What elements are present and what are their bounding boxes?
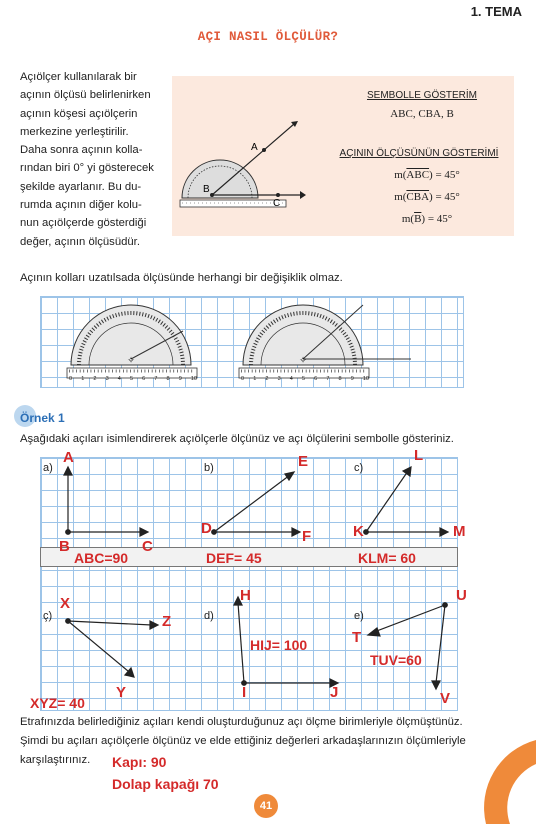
hw-answer-def: DEF= 45 (206, 550, 262, 566)
hw-answer-tuv: TUV=60 (370, 652, 422, 668)
theme-label: 1. TEMA (470, 4, 522, 19)
footer-line: Etrafınızda belirlediğiniz açıları kendi oluşturduğunuz açı ölçme birimleriyle ölçmüştünüz. (20, 716, 463, 728)
hw-label-c: C (142, 538, 153, 555)
intro-line: rından biri 0° yi gösterecek (20, 162, 154, 175)
hw-note-kapi: Kapı: 90 (112, 754, 167, 770)
hw-label-f: F (302, 528, 312, 545)
label-c: C (273, 198, 281, 209)
hw-answer-klm: KLM= 60 (358, 550, 416, 566)
footer-line: Şimdi bu açıları açıölçerle ölçünüz ve elde ettiğiniz değerleri arkadaşlarınızın ölçümleriyle (20, 735, 466, 747)
hw-note-dolap: Dolap kapağı 70 (112, 776, 219, 792)
protractor-illustrations (41, 297, 463, 387)
hw-label-k: K (353, 523, 364, 540)
intro-paragraph (20, 68, 170, 251)
protractor-right (239, 305, 411, 378)
hw-label-l: L (414, 447, 424, 464)
svg-text:✧: ✧ (299, 355, 307, 365)
hw-label-d: D (201, 520, 212, 537)
cell-label-a: a) (43, 462, 53, 474)
label-b: B (203, 184, 210, 195)
symbol-text: ABC, CBA, B (390, 108, 454, 120)
hw-label-e: E (298, 453, 309, 470)
intro-line: Daha sonra açının kolla- (20, 144, 143, 157)
label-a: A (251, 142, 258, 153)
cell-label-c: c) (354, 462, 364, 474)
ruler-ticks-left: 0 1 2 3 4 5 6 7 8 9 10 (69, 376, 197, 382)
hw-label-i: I (242, 684, 247, 701)
page-title: AÇI NASIL ÖLÇÜLÜR? (197, 30, 339, 44)
ruler-ticks-right: 0 1 2 3 4 5 6 7 8 9 10 (241, 376, 369, 382)
hw-label-t: T (352, 629, 362, 646)
footer-line: karşılaştırınız. (20, 754, 91, 766)
example-title: Örnek 1 (20, 411, 65, 425)
hw-label-a: A (63, 449, 74, 466)
symbol-header: SEMBOLLE GÖSTERİM (366, 90, 478, 101)
notice-text: Açının kolları uzatılsada ölçüsünde herhangi bir değişiklik olmaz. (20, 272, 343, 284)
intro-line: değer, açının ölçüsüdür. (20, 235, 140, 248)
protractor-diagram (172, 76, 322, 236)
hw-label-u: U (456, 587, 467, 604)
hw-answer-abc: ABC=90 (74, 550, 129, 566)
corner-decoration (476, 724, 536, 824)
example-panel (172, 76, 514, 236)
measure-row: $m(\overline{B}) = 45^\circ$ (401, 213, 453, 225)
hw-label-m: M (453, 523, 466, 540)
angle-drawings (40, 457, 456, 709)
hw-label-v: V (440, 690, 451, 707)
svg-text:✧: ✧ (127, 355, 135, 365)
cell-label-e: e) (354, 610, 364, 622)
intro-line: nun açıölçerde gösterdiği (20, 217, 147, 230)
protractor-grid (40, 296, 464, 388)
measure-row: $m(\overline{CBA}) = 45^\circ$ (394, 191, 460, 203)
hw-answer-xyz: XYZ= 40 (30, 695, 85, 711)
measure-row: $m(\overline{ABC}) = 45^\circ$ (394, 169, 460, 181)
hw-label-h: H (240, 587, 251, 604)
intro-line: açının ölçüsü belirlenirken (20, 89, 151, 102)
cell-label-b: b) (204, 462, 214, 474)
hw-label-z: Z (162, 613, 172, 630)
hw-label-j: J (330, 684, 339, 701)
cell-label-d: d) (204, 610, 214, 622)
footer-paragraph (20, 713, 520, 770)
intro-line: şekilde ayarlanır. Bu du- (20, 180, 142, 193)
hw-label-b: B (59, 538, 70, 555)
cell-label-cc: ç) (43, 610, 53, 622)
intro-line: Açıölçer kullanılarak bir (20, 71, 137, 83)
protractor-left (67, 305, 197, 378)
measure-header: AÇININ ÖLÇÜSÜNÜN GÖSTERİMİ (339, 148, 499, 159)
hw-label-x: X (60, 595, 71, 612)
intro-line: açının köşesi açıölçerin (20, 107, 138, 120)
intro-line: merkezine yerleştirilir. (20, 125, 129, 138)
example-instruction: Aşağıdaki açıları isimlendirerek açıölçerle ölçünüz ve açı ölçülerini sembolle gösteriniz. (20, 433, 454, 445)
hw-label-y: Y (116, 684, 127, 701)
page-number: 41 (254, 794, 278, 818)
intro-line: rumda açının diğer kolu- (20, 199, 142, 212)
hw-answer-hij: HIJ= 100 (250, 637, 308, 653)
